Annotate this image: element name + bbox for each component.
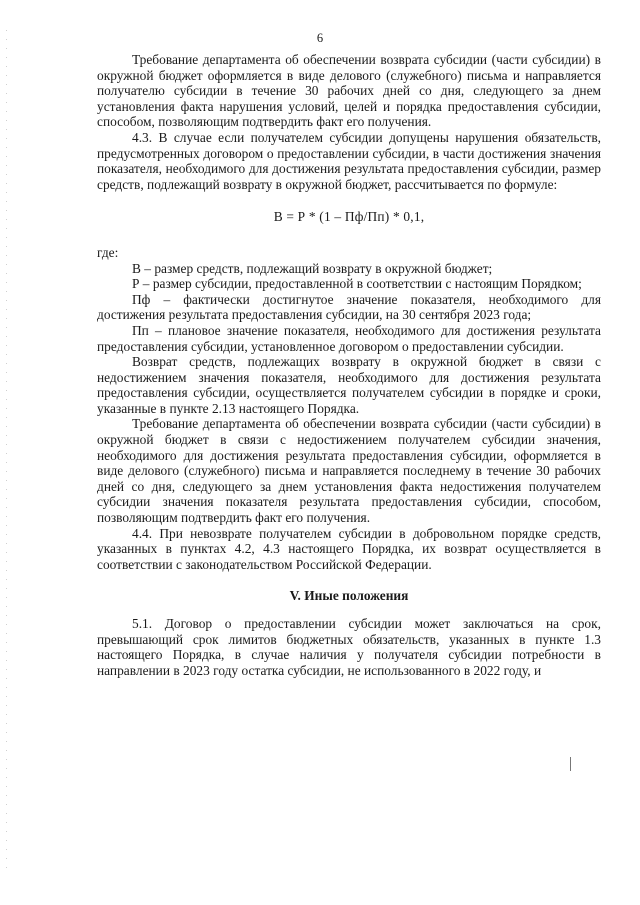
definition-pp: Пп – плановое значение показателя, необходимого для достижения результата предоставления субсидии, установленное договором о предоставлении субсидии. [97, 322, 601, 354]
paragraph-return-demand: Требование департамента об обеспечении возврата субсидии (части субсидии) в окружной бюджет оформляется в виде делового (служебного) письма и направляется получателю субсидии в течение 30 рабочих дней со дня, следующего за днем установления факта нарушения условий, целей и порядка предоставления субсидии, способом, позволяющим подтвердить факт его получения. [97, 52, 601, 130]
page-number: 6 [316, 31, 324, 45]
document-body [97, 52, 601, 678]
margin-mark [570, 757, 571, 771]
scan-edge-marks [6, 30, 7, 870]
definition-pf: Пф – фактически достигнутое значение показателя, необходимого для достижения результата предоставления субсидии, на 30 сентября 2023 года; [97, 291, 601, 323]
definition-r: Р – размер субсидии, предоставленной в соответствии с настоящим Порядком; [132, 276, 582, 292]
paragraph-5-1: 5.1. Договор о предоставлении субсидии может заключаться на срок, превышающий срок лимитов бюджетных обязательств, указанных в пункте 1.3 настоящего Порядка, в случае наличия у получателя субсидии потребности в направлении в 2023 году остатка субсидии, не использованного в 2022 году, и [97, 616, 601, 678]
where-label: где: [97, 244, 119, 260]
paragraph-return-of-funds: Возврат средств, подлежащих возврату в окружной бюджет в связи с недостижением значения показателя, необходимого для достижения результата предоставления субсидии, осуществляется получателем субсидии в порядке и сроки, указанные в пункте 2.13 настоящего Порядка. [97, 354, 601, 416]
paragraph-4-4: 4.4. При невозврате получателем субсидии в добровольном порядке средств, указанных в пунктах 4.2, 4.3 настоящего Порядка, их возврат осуществляется в соответствии с законодательством Российской Федерации. [97, 525, 601, 572]
definition-v: В – размер средств, подлежащий возврату в окружной бюджет; [132, 260, 493, 276]
section-title: V. Иные положения [289, 588, 409, 604]
formula: В = Р * (1 – Пф/Пп) * 0,1, [273, 209, 425, 225]
paragraph-return-demand-indicator: Требование департамента об обеспечении возврата субсидии (части субсидии) в окружной бюджет в связи с недостижением получателем субсидии значения, необходимого для достижения результата предоставления субсидии, оформляется в виде делового (служебного) письма и направляется последнему в течение 30 рабочих дней со дня, следующего за днем установления факта недостижения получателем субсидии значения показателя результата предоставления субсидии, способом, позволяющим подтвердить факт его получения. [97, 416, 601, 526]
paragraph-4-3: 4.3. В случае если получателем субсидии допущены нарушения обязательств, предусмотренных договором о предоставлении субсидии, в части достижения значения показателя, необходимого для достижения результата предоставления субсидии, размер средств, подлежащий возврату в окружной бюджет, рассчитывается по формуле: [97, 129, 601, 192]
